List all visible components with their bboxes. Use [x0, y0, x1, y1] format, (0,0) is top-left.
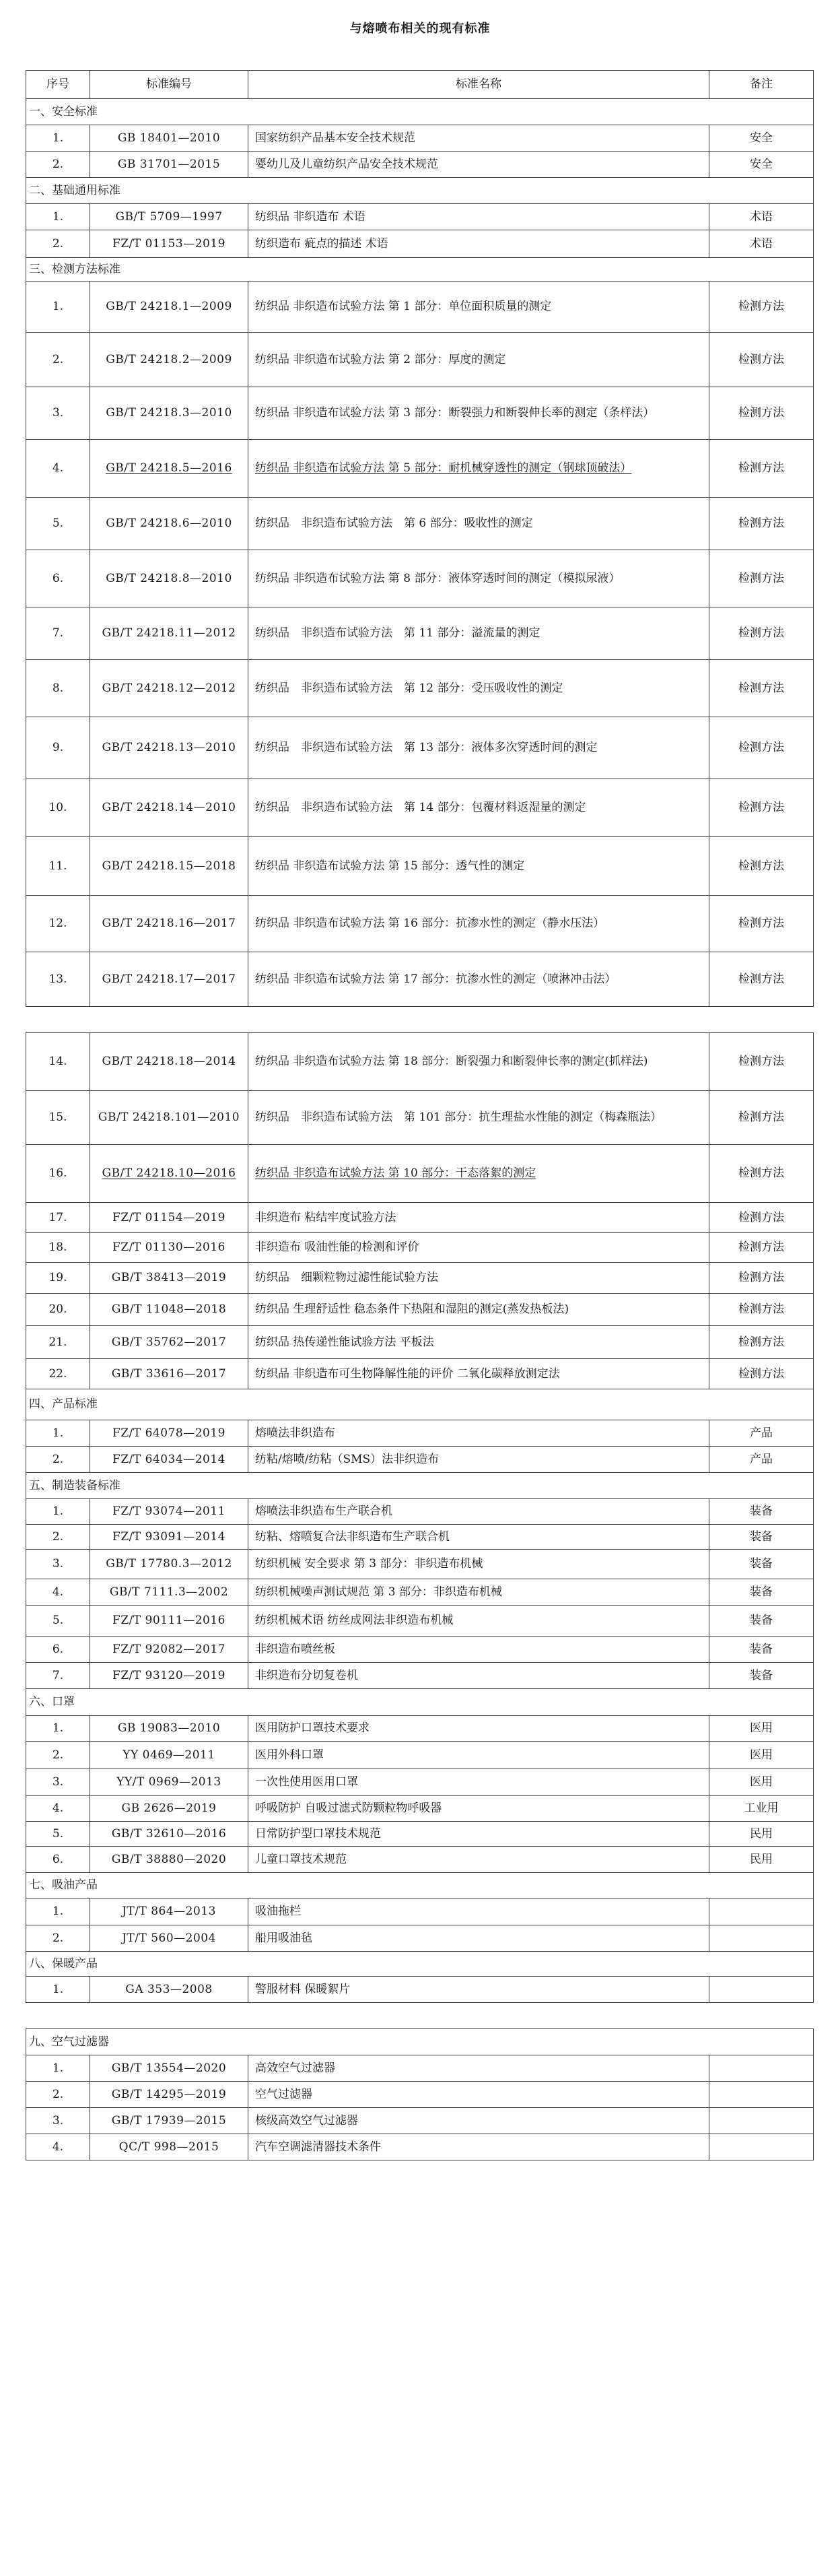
table-row: [26, 607, 814, 660]
cell-name: 空气过滤器: [248, 2082, 709, 2108]
cell-note: 装备: [709, 1637, 814, 1663]
cell-name: 纺织品 生理舒适性 稳态条件下热阻和湿阻的测定(蒸发热板法): [248, 1294, 709, 1326]
cell-no: 4.: [26, 2134, 90, 2160]
cell-note: [709, 1925, 814, 1952]
cell-name: 纺织品 非织造布可生物降解性能的评价 二氧化碳释放测定法: [248, 1359, 709, 1389]
cell-no: 3.: [26, 1769, 90, 1796]
cell-name: 纺织造布 疵点的描述 术语: [248, 230, 709, 258]
cell-no: 16.: [26, 1145, 90, 1203]
table-row: [26, 498, 814, 550]
section-heading: 八、保暖产品: [26, 1952, 814, 1977]
table-row: [26, 1263, 814, 1294]
cell-no: 6.: [26, 1847, 90, 1873]
cell-code: GB/T 32610—2016: [90, 1822, 248, 1847]
cell-code: GB/T 24218.1—2009: [90, 282, 248, 333]
cell-note: 民用: [709, 1822, 814, 1847]
cell-no: 2.: [26, 2082, 90, 2108]
cell-note: [709, 1977, 814, 2003]
section-heading: 五、制造装备标准: [26, 1473, 814, 1499]
cell-no: 5.: [26, 1606, 90, 1637]
table-row: [26, 1847, 814, 1873]
cell-name: 纺粘、熔喷复合法非织造布生产联合机: [248, 1525, 709, 1550]
cell-note: 检测方法: [709, 1233, 814, 1263]
section-heading: 三、检测方法标准: [26, 258, 814, 282]
cell-code: GB/T 11048—2018: [90, 1294, 248, 1326]
cell-name: 儿童口罩技术规范: [248, 1847, 709, 1873]
section-row: [26, 2029, 814, 2055]
cell-no: 2.: [26, 1525, 90, 1550]
cell-no: 1.: [26, 204, 90, 230]
cell-name: 纺织品 非织造布试验方法 第 17 部分：抗渗水性的测定（喷淋冲击法）: [248, 952, 709, 1007]
cell-no: 1.: [26, 1898, 90, 1925]
cell-code: FZ/T 01154—2019: [90, 1203, 248, 1233]
cell-no: 20.: [26, 1294, 90, 1326]
cell-note: [709, 2134, 814, 2160]
cell-no: 13.: [26, 952, 90, 1007]
cell-code: GB/T 24218.14—2010: [90, 779, 248, 837]
cell-no: 3.: [26, 1550, 90, 1579]
section-heading: 九、空气过滤器: [26, 2029, 814, 2055]
cell-name: 纺织品 非织造布试验方法 第 13 部分：液体多次穿透时间的测定: [248, 717, 709, 779]
section-heading: 四、产品标准: [26, 1389, 814, 1420]
cell-name: 纺织机械术语 纺丝成网法非织造布机械: [248, 1606, 709, 1637]
cell-no: 3.: [26, 2108, 90, 2134]
cell-no: 22.: [26, 1359, 90, 1389]
cell-name: 非织造布 吸油性能的检测和评价: [248, 1233, 709, 1263]
cell-no: 12.: [26, 896, 90, 952]
cell-name: 纺织品 非织造布试验方法 第 1 部分：单位面积质量的测定: [248, 282, 709, 333]
cell-name: 熔喷法非织造布生产联合机: [248, 1499, 709, 1525]
cell-name: 纺织品 非织造布试验方法 第 12 部分：受压吸收性的测定: [248, 660, 709, 717]
cell-name: 医用外科口罩: [248, 1742, 709, 1769]
cell-code: GB/T 24218.18—2014: [90, 1033, 248, 1091]
table-row: [26, 1145, 814, 1203]
cell-no: 5.: [26, 1822, 90, 1847]
table-row: [26, 1447, 814, 1473]
cell-note: [709, 1898, 814, 1925]
cell-no: 1.: [26, 1977, 90, 2003]
cell-code: GB/T 24218.17—2017: [90, 952, 248, 1007]
cell-note: 检测方法: [709, 607, 814, 660]
cell-code: GB/T 13554—2020: [90, 2055, 248, 2082]
cell-name: 纺织品 非织造布试验方法 第 10 部分：干态落絮的测定: [248, 1145, 709, 1203]
cell-code: GB/T 14295—2019: [90, 2082, 248, 2108]
cell-no: 10.: [26, 779, 90, 837]
standards-table: [26, 70, 813, 2160]
table-row: [26, 1294, 814, 1326]
cell-no: 2.: [26, 1925, 90, 1952]
cell-note: [709, 2055, 814, 2082]
cell-no: 7.: [26, 607, 90, 660]
cell-note: 检测方法: [709, 1326, 814, 1359]
cell-name: 医用防护口罩技术要求: [248, 1716, 709, 1742]
table-row: [26, 1550, 814, 1579]
cell-code: GB/T 38413—2019: [90, 1263, 248, 1294]
cell-note: 检测方法: [709, 1294, 814, 1326]
table-gap: [26, 1007, 813, 1032]
table-row: [26, 1091, 814, 1145]
cell-no: 2.: [26, 230, 90, 258]
cell-note: 检测方法: [709, 498, 814, 550]
cell-code: GB/T 24218.16—2017: [90, 896, 248, 952]
cell-name: 非织造布喷丝板: [248, 1637, 709, 1663]
cell-no: 21.: [26, 1326, 90, 1359]
header-col-code: 标准编号: [90, 71, 248, 99]
cell-no: 11.: [26, 837, 90, 896]
table-row: [26, 1203, 814, 1233]
table-row: [26, 550, 814, 607]
cell-note: 医用: [709, 1769, 814, 1796]
table-row: [26, 387, 814, 440]
cell-note: 检测方法: [709, 1145, 814, 1203]
cell-name: 纺织机械 安全要求 第 3 部分：非织造布机械: [248, 1550, 709, 1579]
cell-code: GB/T 38880—2020: [90, 1847, 248, 1873]
cell-no: 19.: [26, 1263, 90, 1294]
table-row: [26, 204, 814, 230]
standards-table-block: [26, 1032, 814, 2003]
cell-name: 纺织品 非织造布试验方法 第 16 部分：抗渗水性的测定（静水压法）: [248, 896, 709, 952]
table-row: [26, 1033, 814, 1091]
cell-note: 装备: [709, 1525, 814, 1550]
cell-note: 检测方法: [709, 333, 814, 387]
cell-no: 2.: [26, 1447, 90, 1473]
cell-note: 检测方法: [709, 1091, 814, 1145]
table-row: [26, 1742, 814, 1769]
cell-note: 检测方法: [709, 387, 814, 440]
table-row: [26, 1898, 814, 1925]
cell-name: 纺织品 非织造布试验方法 第 18 部分：断裂强力和断裂伸长率的测定(抓样法): [248, 1033, 709, 1091]
cell-code: YY/T 0969—2013: [90, 1769, 248, 1796]
section-row: [26, 1389, 814, 1420]
cell-no: 1.: [26, 1420, 90, 1447]
cell-note: 检测方法: [709, 896, 814, 952]
cell-code: GB/T 24218.6—2010: [90, 498, 248, 550]
section-row: [26, 1952, 814, 1977]
cell-note: 医用: [709, 1742, 814, 1769]
table-header-row: [26, 71, 814, 99]
table-row: [26, 1525, 814, 1550]
cell-name: 纺织品 非织造布试验方法 第 15 部分：透气性的测定: [248, 837, 709, 896]
cell-note: 检测方法: [709, 1263, 814, 1294]
standards-table-block: [26, 70, 814, 1007]
cell-code: GB/T 17939—2015: [90, 2108, 248, 2134]
cell-code: YY 0469—2011: [90, 1742, 248, 1769]
cell-note: 装备: [709, 1579, 814, 1606]
table-gap: [26, 2003, 813, 2028]
table-row: [26, 1716, 814, 1742]
table-row: [26, 125, 814, 152]
table-row: [26, 1663, 814, 1689]
cell-note: 术语: [709, 204, 814, 230]
cell-note: 检测方法: [709, 779, 814, 837]
cell-note: 检测方法: [709, 837, 814, 896]
table-row: [26, 952, 814, 1007]
section-heading: 一、安全标准: [26, 99, 814, 125]
table-row: [26, 1796, 814, 1822]
table-row: [26, 717, 814, 779]
cell-no: 7.: [26, 1663, 90, 1689]
cell-note: 民用: [709, 1847, 814, 1873]
table-row: [26, 896, 814, 952]
cell-code: GB 31701—2015: [90, 152, 248, 178]
cell-no: 3.: [26, 387, 90, 440]
cell-name: 纺织品 非织造布试验方法 第 14 部分：包覆材料返湿量的测定: [248, 779, 709, 837]
cell-code: GB/T 33616—2017: [90, 1359, 248, 1389]
cell-code: GB 18401—2010: [90, 125, 248, 152]
table-row: [26, 837, 814, 896]
cell-name: 纺织品 非织造布试验方法 第 8 部分：液体穿透时间的测定（模拟尿液）: [248, 550, 709, 607]
cell-code: FZ/T 90111—2016: [90, 1606, 248, 1637]
cell-code: GB/T 24218.15—2018: [90, 837, 248, 896]
cell-no: 2.: [26, 333, 90, 387]
cell-name: 纺织品 热传递性能试验方法 平板法: [248, 1326, 709, 1359]
table-row: [26, 1637, 814, 1663]
section-row: [26, 258, 814, 282]
cell-note: 检测方法: [709, 550, 814, 607]
cell-code: GB/T 24218.12—2012: [90, 660, 248, 717]
header-col-name: 标准名称: [248, 71, 709, 99]
cell-no: 1.: [26, 2055, 90, 2082]
cell-code: QC/T 998—2015: [90, 2134, 248, 2160]
cell-code: FZ/T 64034—2014: [90, 1447, 248, 1473]
cell-note: 装备: [709, 1499, 814, 1525]
table-row: [26, 2108, 814, 2134]
table-row: [26, 2082, 814, 2108]
cell-code: GB/T 24218.101—2010: [90, 1091, 248, 1145]
cell-code: GB/T 35762—2017: [90, 1326, 248, 1359]
table-row: [26, 440, 814, 498]
cell-name: 纺织品 非织造布试验方法 第 3 部分：断裂强力和断裂伸长率的测定（条样法）: [248, 387, 709, 440]
table-row: [26, 660, 814, 717]
section-heading: 六、口罩: [26, 1689, 814, 1716]
cell-code: JT/T 560—2004: [90, 1925, 248, 1952]
header-col-note: 备注: [709, 71, 814, 99]
cell-name: 非织造布分切复卷机: [248, 1663, 709, 1689]
table-row: [26, 1822, 814, 1847]
cell-name: 纺粘/熔喷/纺粘（SMS）法非织造布: [248, 1447, 709, 1473]
cell-note: [709, 2108, 814, 2134]
cell-no: 15.: [26, 1091, 90, 1145]
table-row: [26, 1420, 814, 1447]
table-row: [26, 152, 814, 178]
section-row: [26, 1473, 814, 1499]
cell-code: FZ/T 01130—2016: [90, 1233, 248, 1263]
cell-no: 9.: [26, 717, 90, 779]
table-row: [26, 1326, 814, 1359]
cell-no: 6.: [26, 1637, 90, 1663]
cell-note: 装备: [709, 1550, 814, 1579]
cell-note: 检测方法: [709, 952, 814, 1007]
header-col-no: 序号: [26, 71, 90, 99]
cell-no: 1.: [26, 282, 90, 333]
cell-note: [709, 2082, 814, 2108]
cell-name: 呼吸防护 自吸过滤式防颗粒物呼吸器: [248, 1796, 709, 1822]
cell-no: 5.: [26, 498, 90, 550]
cell-code: FZ/T 64078—2019: [90, 1420, 248, 1447]
cell-note: 产品: [709, 1447, 814, 1473]
table-row: [26, 282, 814, 333]
cell-code: GB/T 24218.8—2010: [90, 550, 248, 607]
cell-code: FZ/T 01153—2019: [90, 230, 248, 258]
cell-note: 术语: [709, 230, 814, 258]
cell-name: 船用吸油毡: [248, 1925, 709, 1952]
cell-name: 婴幼儿及儿童纺织产品安全技术规范: [248, 152, 709, 178]
cell-note: 装备: [709, 1606, 814, 1637]
cell-code: GB/T 24218.3—2010: [90, 387, 248, 440]
cell-code: JT/T 864—2013: [90, 1898, 248, 1925]
section-heading: 二、基础通用标准: [26, 178, 814, 204]
table-row: [26, 1606, 814, 1637]
cell-note: 产品: [709, 1420, 814, 1447]
cell-no: 8.: [26, 660, 90, 717]
cell-code: GB 2626—2019: [90, 1796, 248, 1822]
section-row: [26, 1873, 814, 1898]
cell-no: 4.: [26, 440, 90, 498]
cell-code: GB/T 7111.3—2002: [90, 1579, 248, 1606]
cell-note: 工业用: [709, 1796, 814, 1822]
table-row: [26, 2134, 814, 2160]
section-row: [26, 1689, 814, 1716]
table-row: [26, 1769, 814, 1796]
cell-code: GB/T 24218.10—2016: [90, 1145, 248, 1203]
cell-note: 检测方法: [709, 1033, 814, 1091]
cell-name: 纺织品 非织造布 术语: [248, 204, 709, 230]
table-row: [26, 1359, 814, 1389]
table-row: [26, 779, 814, 837]
cell-code: GB/T 24218.2—2009: [90, 333, 248, 387]
standards-table-block: [26, 2028, 814, 2160]
cell-name: 非织造布 粘结牢度试验方法: [248, 1203, 709, 1233]
cell-code: GA 353—2008: [90, 1977, 248, 2003]
cell-name: 吸油拖栏: [248, 1898, 709, 1925]
cell-no: 6.: [26, 550, 90, 607]
cell-code: GB 19083—2010: [90, 1716, 248, 1742]
cell-name: 高效空气过滤器: [248, 2055, 709, 2082]
section-heading: 七、吸油产品: [26, 1873, 814, 1898]
cell-name: 汽车空调滤清器技术条件: [248, 2134, 709, 2160]
table-row: [26, 1925, 814, 1952]
cell-note: 检测方法: [709, 282, 814, 333]
section-row: [26, 178, 814, 204]
table-row: [26, 2055, 814, 2082]
cell-name: 纺织品 非织造布试验方法 第 5 部分：耐机械穿透性的测定（钢球顶破法）: [248, 440, 709, 498]
cell-note: 医用: [709, 1716, 814, 1742]
table-row: [26, 1977, 814, 2003]
cell-no: 1.: [26, 125, 90, 152]
cell-name: 纺织品 非织造布试验方法 第 11 部分：溢流量的测定: [248, 607, 709, 660]
cell-name: 纺织品 非织造布试验方法 第 2 部分：厚度的测定: [248, 333, 709, 387]
cell-note: 检测方法: [709, 660, 814, 717]
cell-code: FZ/T 92082—2017: [90, 1637, 248, 1663]
table-row: [26, 1579, 814, 1606]
cell-code: GB/T 24218.13—2010: [90, 717, 248, 779]
cell-code: GB/T 24218.11—2012: [90, 607, 248, 660]
document-title: 与熔喷布相关的现有标准: [349, 22, 491, 36]
cell-code: GB/T 17780.3—2012: [90, 1550, 248, 1579]
cell-note: 检测方法: [709, 440, 814, 498]
cell-no: 1.: [26, 1499, 90, 1525]
cell-no: 14.: [26, 1033, 90, 1091]
cell-name: 纺织品 细颗粒物过滤性能试验方法: [248, 1263, 709, 1294]
cell-name: 一次性使用医用口罩: [248, 1769, 709, 1796]
cell-code: FZ/T 93120—2019: [90, 1663, 248, 1689]
table-row: [26, 230, 814, 258]
table-row: [26, 333, 814, 387]
table-row: [26, 1499, 814, 1525]
cell-note: 安全: [709, 152, 814, 178]
cell-name: 警服材料 保暖絮片: [248, 1977, 709, 2003]
cell-note: 检测方法: [709, 1203, 814, 1233]
table-row: [26, 1233, 814, 1263]
cell-no: 4.: [26, 1796, 90, 1822]
cell-name: 纺织机械噪声测试规范 第 3 部分：非织造布机械: [248, 1579, 709, 1606]
cell-note: 安全: [709, 125, 814, 152]
section-row: [26, 99, 814, 125]
cell-name: 纺织品 非织造布试验方法 第 101 部分：抗生理盐水性能的测定（梅森瓶法）: [248, 1091, 709, 1145]
cell-no: 2.: [26, 152, 90, 178]
cell-name: 熔喷法非织造布: [248, 1420, 709, 1447]
cell-code: FZ/T 93074—2011: [90, 1499, 248, 1525]
cell-note: 检测方法: [709, 1359, 814, 1389]
cell-no: 18.: [26, 1233, 90, 1263]
cell-name: 日常防护型口罩技术规范: [248, 1822, 709, 1847]
cell-no: 4.: [26, 1579, 90, 1606]
cell-no: 2.: [26, 1742, 90, 1769]
cell-name: 纺织品 非织造布试验方法 第 6 部分：吸收性的测定: [248, 498, 709, 550]
cell-name: 核级高效空气过滤器: [248, 2108, 709, 2134]
cell-code: GB/T 24218.5—2016: [90, 440, 248, 498]
cell-note: 检测方法: [709, 717, 814, 779]
cell-note: 装备: [709, 1663, 814, 1689]
cell-name: 国家纺织产品基本安全技术规范: [248, 125, 709, 152]
cell-code: FZ/T 93091—2014: [90, 1525, 248, 1550]
cell-code: GB/T 5709—1997: [90, 204, 248, 230]
cell-no: 1.: [26, 1716, 90, 1742]
cell-no: 17.: [26, 1203, 90, 1233]
